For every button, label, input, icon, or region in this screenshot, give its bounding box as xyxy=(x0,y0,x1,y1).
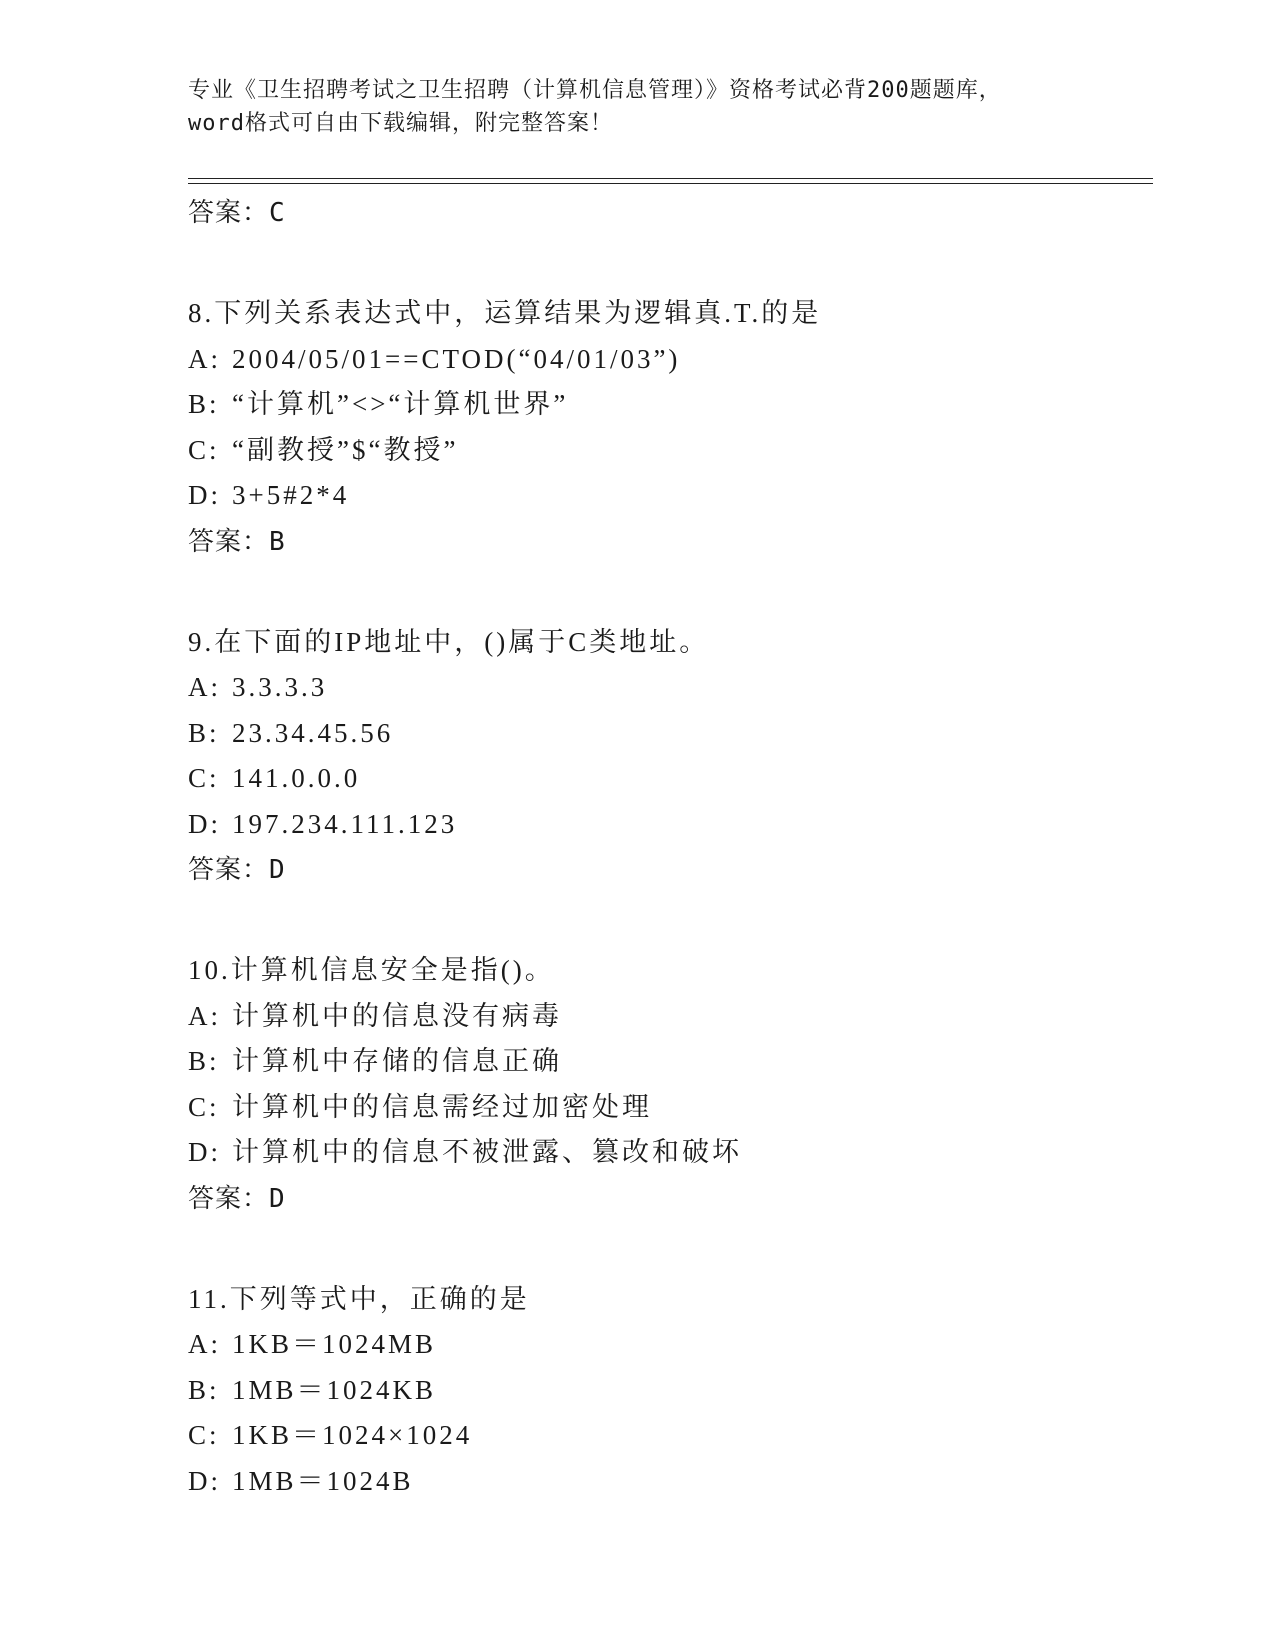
option-letter: C: xyxy=(188,434,220,465)
option-a xyxy=(188,1322,1148,1368)
option-letter: C: xyxy=(188,1091,220,1122)
option-c xyxy=(188,428,1148,474)
option-letter: B: xyxy=(188,1374,220,1405)
option-a xyxy=(188,994,1148,1040)
option-text: 1MB＝1024B xyxy=(232,1465,414,1496)
option-letter: A: xyxy=(188,672,221,702)
option-d xyxy=(188,1130,1148,1176)
question-title: 10.计算机信息安全是指()。 xyxy=(188,955,555,985)
header-line-1: 专业《卫生招聘考试之卫生招聘（计算机信息管理）》资格考试必背200题题库， xyxy=(188,78,1002,103)
option-text: 计算机中的信息需经过加密处理 xyxy=(232,1091,652,1122)
option-c xyxy=(188,756,1148,802)
document-header xyxy=(188,74,1088,140)
answer-line: 答案：D xyxy=(188,1183,286,1214)
option-c xyxy=(188,1413,1148,1459)
option-d xyxy=(188,1459,1148,1505)
option-letter: C: xyxy=(188,763,220,793)
option-a xyxy=(188,665,1148,711)
question-list xyxy=(188,190,1148,1504)
option-text: 3+5#2*4 xyxy=(232,480,350,510)
answer-line: 答案：B xyxy=(188,526,286,557)
option-text: 1MB＝1024KB xyxy=(232,1374,437,1405)
question-title: 8.下列关系表达式中，运算结果为逻辑真.T.的是 xyxy=(188,298,822,328)
option-letter: C: xyxy=(188,1420,220,1450)
option-a xyxy=(188,337,1148,383)
option-letter: D: xyxy=(188,1137,221,1167)
option-text: 1KB＝1024×1024 xyxy=(232,1420,473,1450)
answer-line: 答案：C xyxy=(188,198,286,228)
option-text: 141.0.0.0 xyxy=(232,763,361,793)
option-text: 23.34.45.56 xyxy=(232,717,394,748)
answer-line: 答案：D xyxy=(188,855,286,885)
option-letter: B: xyxy=(188,717,220,748)
question-8 xyxy=(188,291,1148,565)
question-title: 9.在下面的IP地址中，()属于C类地址。 xyxy=(188,626,710,657)
option-b xyxy=(188,382,1148,428)
option-letter: B: xyxy=(188,1046,220,1076)
option-text: “计算机”<>“计算机世界” xyxy=(232,389,569,419)
question-11 xyxy=(188,1277,1148,1505)
option-b xyxy=(188,1039,1148,1085)
option-text: “副教授”$“教授” xyxy=(232,434,459,465)
header-divider-bottom xyxy=(188,183,1153,184)
option-text: 计算机中的信息不被泄露、篡改和破坏 xyxy=(232,1137,742,1167)
option-b xyxy=(188,1368,1148,1414)
header-line-2: word格式可自由下载编辑，附完整答案！ xyxy=(188,111,613,136)
option-b xyxy=(188,711,1148,757)
option-letter: A: xyxy=(188,1329,221,1359)
option-text: 2004/05/01==CTOD(“04/01/03”) xyxy=(232,343,681,374)
option-text: 197.234.111.123 xyxy=(232,808,458,839)
option-letter: D: xyxy=(188,480,221,510)
option-letter: A: xyxy=(188,1000,221,1031)
option-d xyxy=(188,802,1148,848)
option-letter: B: xyxy=(188,389,220,419)
option-text: 计算机中的信息没有病毒 xyxy=(232,1000,562,1031)
option-text: 1KB＝1024MB xyxy=(232,1329,437,1359)
question-10 xyxy=(188,948,1148,1222)
header-divider-top xyxy=(188,178,1153,179)
question-9 xyxy=(188,620,1148,894)
option-d xyxy=(188,473,1148,519)
option-text: 计算机中存储的信息正确 xyxy=(232,1046,562,1076)
option-letter: D: xyxy=(188,808,221,839)
option-letter: D: xyxy=(188,1465,221,1496)
option-text: 3.3.3.3 xyxy=(232,672,328,702)
question-title: 11.下列等式中，正确的是 xyxy=(188,1283,530,1314)
option-c xyxy=(188,1085,1148,1131)
option-letter: A: xyxy=(188,343,221,374)
